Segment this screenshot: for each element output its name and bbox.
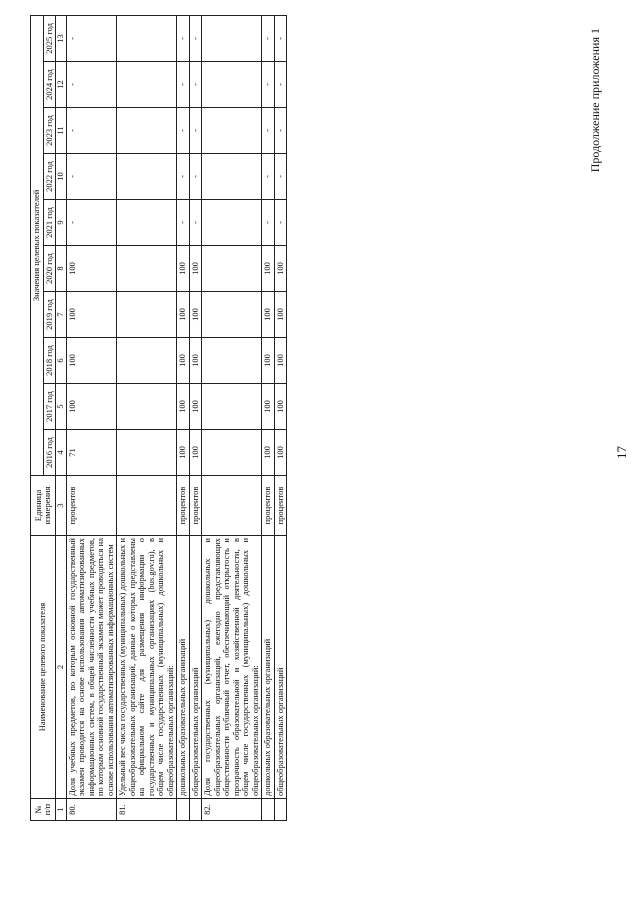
value-cell: 100 [66, 384, 117, 430]
column-index: 3 [56, 476, 67, 536]
value-cell: 100 [177, 338, 190, 384]
value-cell: 100 [262, 430, 275, 476]
header-year: 2023 год [43, 108, 56, 154]
table-body [66, 15, 287, 820]
header-values-group: Значения целевых показателей [31, 15, 44, 475]
value-cell: 71 [66, 430, 117, 476]
indicator-name: общеобразовательных организаций [274, 536, 287, 799]
indicator-name: Доля учебных предметов, по которым основной государственный экзамен проводится на основе использования автоматизированных информационных систем, в общей численности учебных предметов, по которым основной государственный экзамен может проводиться на основе использования автоматизированных информационных систем [66, 536, 117, 799]
header-year: 2016 год [43, 430, 56, 476]
value-cell: - [189, 62, 202, 108]
value-cell: - [262, 108, 275, 154]
column-index: 11 [56, 108, 67, 154]
value-cell: - [66, 200, 117, 246]
value-cell: 100 [177, 246, 190, 292]
header-year: 2025 год [43, 15, 56, 61]
value-cell: 100 [274, 246, 287, 292]
table-row [274, 15, 287, 820]
value-cell [202, 108, 262, 154]
value-cell: - [274, 200, 287, 246]
value-cell: 100 [274, 292, 287, 338]
row-number [189, 799, 202, 821]
header-year: 2018 год [43, 338, 56, 384]
value-cell: 100 [262, 246, 275, 292]
indicator-name: Доля государственных (муниципальных) дошкольных и общеобразовательных организаций, ежегодно представляющих общественности публичный отчет, обеспечивающий открытость и прозрачность образовательной и хозяйственной деятельности, в общем числе государственных (муниципальных) дошкольных и общеобразовательных организаций: [202, 536, 262, 799]
column-index: 12 [56, 62, 67, 108]
value-cell [117, 154, 177, 200]
column-index: 7 [56, 292, 67, 338]
value-cell [202, 292, 262, 338]
value-cell: 100 [262, 338, 275, 384]
unit-cell: процентов [189, 476, 202, 536]
value-cell [202, 338, 262, 384]
value-cell: - [66, 154, 117, 200]
value-cell: - [66, 15, 117, 61]
table-row [202, 15, 262, 820]
value-cell: - [262, 200, 275, 246]
value-cell: - [189, 108, 202, 154]
header-year: 2022 год [43, 154, 56, 200]
value-cell: - [274, 108, 287, 154]
page-number: 17 [614, 446, 629, 459]
value-cell: 100 [189, 292, 202, 338]
value-cell [117, 200, 177, 246]
value-cell: 100 [177, 384, 190, 430]
row-number: 82. [202, 799, 262, 821]
column-index: 10 [56, 154, 67, 200]
value-cell [117, 62, 177, 108]
header-year: 2020 год [43, 246, 56, 292]
table-row [177, 15, 190, 820]
table-row [189, 15, 202, 820]
header-year: 2024 год [43, 62, 56, 108]
value-cell: 100 [189, 338, 202, 384]
value-cell: 100 [177, 292, 190, 338]
row-number: 81. [117, 799, 177, 821]
column-index: 9 [56, 200, 67, 246]
unit-cell: процентов [274, 476, 287, 536]
unit-cell [202, 476, 262, 536]
value-cell: 100 [66, 292, 117, 338]
value-cell [202, 154, 262, 200]
row-number [262, 799, 275, 821]
table-row [66, 15, 117, 820]
column-index: 8 [56, 246, 67, 292]
indicator-name: Удельный вес числа государственных (муниципальных) дошкольных и общеобразовательных организаций, данные о которых представлены на официальном сайте для размещения информации о государственных и муниципальных организациях (bus.gov.ru), в общем числе государственных (муниципальных) дошкольных и общеобразовательных организаций: [117, 536, 177, 799]
targets-table [30, 15, 287, 821]
header-num: № п/п [31, 799, 56, 821]
value-cell: - [274, 154, 287, 200]
value-cell: - [274, 15, 287, 61]
value-cell: 100 [177, 430, 190, 476]
value-cell: 100 [262, 292, 275, 338]
value-cell: 100 [274, 338, 287, 384]
header-unit: Единица измерения [31, 476, 56, 536]
value-cell: - [177, 15, 190, 61]
value-cell: 100 [189, 430, 202, 476]
column-index: 1 [56, 799, 67, 821]
indicator-name: общеобразовательных организаций [189, 536, 202, 799]
value-cell [202, 430, 262, 476]
value-cell: 100 [66, 246, 117, 292]
value-cell: 100 [66, 338, 117, 384]
column-index: 6 [56, 338, 67, 384]
unit-cell [117, 476, 177, 536]
indicator-name: дошкольных образовательных организаций [262, 536, 275, 799]
value-cell: - [262, 62, 275, 108]
value-cell: - [177, 200, 190, 246]
value-cell [202, 246, 262, 292]
value-cell: 100 [189, 384, 202, 430]
header-year: 2017 год [43, 384, 56, 430]
header-name: Наименование целевого показателя [31, 536, 56, 799]
value-cell: - [66, 62, 117, 108]
row-number [274, 799, 287, 821]
value-cell: 100 [189, 246, 202, 292]
value-cell [117, 384, 177, 430]
value-cell [202, 200, 262, 246]
value-cell: - [177, 154, 190, 200]
table-row [262, 15, 275, 820]
column-index: 2 [56, 536, 67, 799]
row-number [177, 799, 190, 821]
value-cell [117, 430, 177, 476]
column-index: 13 [56, 15, 67, 61]
indicator-name: дошкольных образовательных организаций [177, 536, 190, 799]
unit-cell: процентов [262, 476, 275, 536]
header-year: 2019 год [43, 292, 56, 338]
value-cell [117, 108, 177, 154]
column-index: 4 [56, 430, 67, 476]
header-year: 2021 год [43, 200, 56, 246]
value-cell: - [177, 108, 190, 154]
value-cell [117, 338, 177, 384]
row-number: 80. [66, 799, 117, 821]
value-cell [117, 246, 177, 292]
value-cell: - [189, 15, 202, 61]
value-cell: 100 [274, 430, 287, 476]
value-cell [117, 15, 177, 61]
value-cell: - [189, 154, 202, 200]
value-cell: - [262, 154, 275, 200]
value-cell: 100 [262, 384, 275, 430]
column-index: 5 [56, 384, 67, 430]
value-cell [117, 292, 177, 338]
value-cell [202, 62, 262, 108]
unit-cell: процентов [66, 476, 117, 536]
value-cell: 100 [274, 384, 287, 430]
unit-cell: процентов [177, 476, 190, 536]
table-row [117, 15, 177, 820]
continuation-note: Продолжение приложения 1 [588, 28, 602, 173]
value-cell: - [66, 108, 117, 154]
value-cell [202, 384, 262, 430]
value-cell: - [177, 62, 190, 108]
value-cell: - [262, 15, 275, 61]
value-cell [202, 15, 262, 61]
value-cell: - [189, 200, 202, 246]
value-cell: - [274, 62, 287, 108]
